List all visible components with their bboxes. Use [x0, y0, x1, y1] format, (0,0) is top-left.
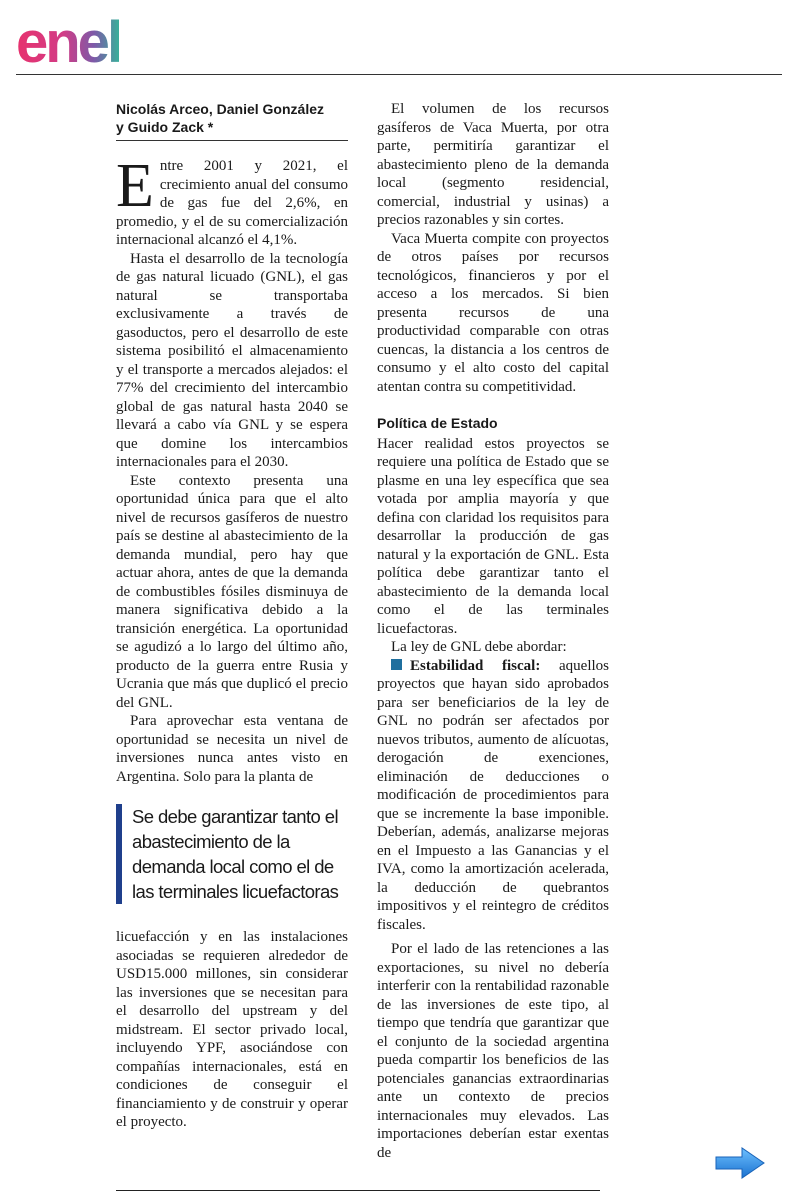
pull-quote: Se debe garantizar tanto el abastecimiento de la demanda local como el de las terminales licuefactoras: [116, 804, 348, 904]
intro-paragraph: [116, 152, 348, 250]
right-paragraph-1: El volumen de los recursos gasíferos de Vaca Muerta, por otra parte, permitiría garantizar el abastecimiento pleno de la demanda local (segmento residencial, comercial, industrial y usinas) a precios razonables y sin cortes.: [377, 101, 609, 228]
right-column: [377, 100, 609, 1162]
bullet-lead: Estabilidad fiscal:: [410, 657, 541, 674]
left-paragraph-4: Para aprovechar esta ventana de oportunidad se necesita un nivel de inversiones nunca antes visto en Argentina. Solo para la planta de: [116, 713, 348, 785]
drop-cap: E: [116, 152, 154, 220]
header-rule: [16, 74, 782, 75]
left-column: [116, 100, 348, 1132]
left-paragraph-3: Este contexto presenta una oportunidad única para que el alto nivel de recursos gasíferos de nuestro país se destine al abastecimiento de la demanda mundial, pero hay que actuar ahora, antes de que la demanda de combustibles fósiles disminuya de manera significativa debido a la transición energética. La oportunidad se agudizó a lo largo del último año, producto de la guerra entre Rusia y Ucrania que más que duplicó el precio del GNL.: [116, 472, 348, 711]
bullet-text: aquellos proyectos que hayan sido aprobados para ser beneficiarios de la ley de GNL no podrán ser afectados por nuevos tributos, aumento de alícuotas, derogación de exenciones, eliminación de deducciones o modificación de procedimientos para que se incremente la base imponible. Deberían, además, analizarse mejoras en el Impuesto a las Ganancias y el IVA, como la amortización acelerada, la deducción de quebrantos impositivos y el reintegro de créditos fiscales.: [377, 657, 609, 933]
bullet-paragraph: [377, 657, 609, 935]
square-bullet-icon: [391, 659, 402, 670]
right-paragraph-4: La ley de GNL debe abordar:: [391, 639, 567, 655]
authors-line-1: Nicolás Arceo, Daniel González: [116, 101, 324, 117]
article-authors: [116, 100, 348, 141]
right-paragraph-2: Vaca Muerta compite con proyectos de otros países por recursos tecnológicos, financieros y por el acceso a los mercados. Si bien presenta recursos de una productividad comparable con otras cuencas, la distancia a los centros de consumo y el alto costo del capital atentan contra su competitividad.: [377, 230, 609, 395]
section-heading: Política de Estado: [377, 415, 498, 431]
authors-line-2: y Guido Zack *: [116, 119, 214, 135]
right-paragraph-5: Por el lado de las retenciones a las exportaciones, su nivel no debería interferir con la rentabilidad razonable de las inversiones de este tipo, al tiempo que tendría que garantizar que el conjunto de la sociedad argentina pueda compartir los beneficios de las potenciales ganancias extraordinarias ante un contexto de precios internacionales muy elevados. Las importaciones deberían estar exentas de: [377, 941, 609, 1161]
right-arrow-icon[interactable]: [714, 1146, 766, 1180]
intro-text: ntre 2001 y 2021, el crecimiento anual del consumo de gas fue del 2,6%, en promedio, y el de su comercialización internacional alcanzó el 4,1%.: [116, 158, 348, 248]
left-paragraph-2: Hasta el desarrollo de la tecnología de gas natural licuado (GNL), el gas natural se transportaba exclusivamente a través de gasoductos, pero el desarrollo de este sistema posibilitó el almacenamiento y el transporte a mercados alejados: el 77% del crecimiento del intercambio global de gas natural hasta 2040 se llevará a cabo vía GNL y se espera que domine los intercambios internacionales para el 2030.: [116, 250, 348, 470]
footer-rule: [116, 1190, 600, 1191]
right-paragraph-3: Hacer realidad estos proyectos se requiere una política de Estado que se plasme en una ley específica que sea votada por amplia mayoría y que defina con claridad los requisitos para desarrollar la producción de gas natural y la exportación de GNL. Esta política debe garantizar tanto el abastecimiento de la demanda local como el de las terminales licuefactoras.: [377, 435, 609, 637]
enel-logo: [16, 6, 172, 70]
left-paragraph-5: licuefacción y en las instalaciones asociadas se requieren alrededor de USD15.000 millones, sin considerar las inversiones que se necesitan para el desarrollo del upstream y del midstream. El sector privado local, incluyendo YPF, asociándose con compañías internacionales, está en condiciones de conseguir el financiamiento y de construir y operar el proyecto.: [116, 929, 348, 1130]
svg-text:enel: enel: [16, 10, 121, 70]
